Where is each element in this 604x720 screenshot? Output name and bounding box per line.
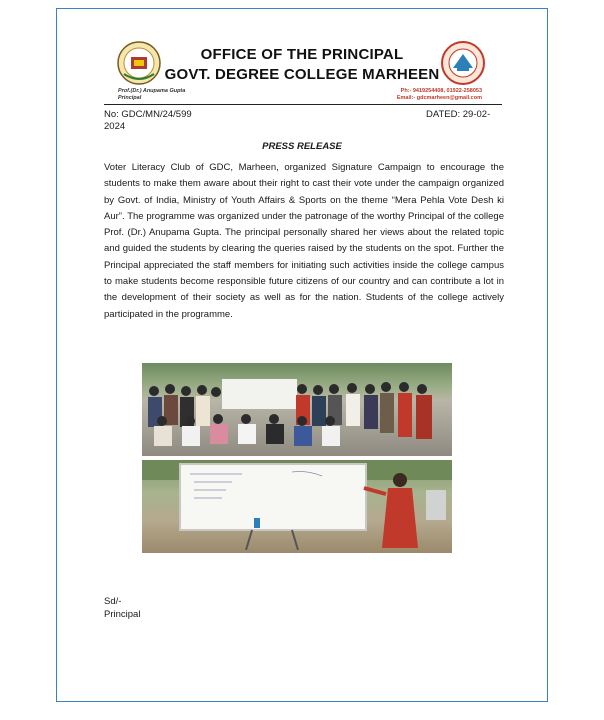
college-name: GOVT. DEGREE COLLEGE MARHEEN	[164, 66, 440, 83]
press-release-body: Voter Literacy Club of GDC, Marheen, organized Signature Campaign to encourage the students to make them aware about their right to cast their vote under the campaign organized by Govt. of India, Ministry of Youth Affairs & Sports on the theme “Mera Pehla Vote Desh ki Aur”. The programme was organized under the patronage of the worthy Principal of the college Prof. (Dr.) Anupama Gupta. The principal personally shared her views about the related topic and guided the students by clearing the queries raised by the students on the spot. Further the Principal appreciated the staff members for initiating such activities inside the college campus to make students become responsible future citizens of our country and can contribute a lot in the development of their society as well as for the nation. Students of the college actively participated in the programme.	[104, 162, 504, 320]
office-title: OFFICE OF THE PRINCIPAL	[200, 46, 404, 63]
date: DATED: 29-02-	[426, 109, 491, 120]
email-address: Email:- gdcmarheen@gmail.com	[396, 95, 482, 101]
contact-block	[397, 88, 482, 102]
group-photo	[142, 363, 452, 456]
college-emblem-left	[116, 40, 162, 86]
press-release-title: PRESS RELEASE	[262, 141, 342, 152]
whiteboard-photo	[142, 460, 452, 553]
signatory-title: Principal	[104, 609, 141, 620]
phone-number: Ph:- 9419254408, 01922-258053	[400, 88, 482, 94]
reference-number: No: GDC/MN/24/599 2024	[104, 109, 192, 132]
signature-mark: Sd/-	[104, 596, 122, 607]
principal-role: Principal	[118, 95, 142, 101]
university-emblem-right	[440, 40, 486, 86]
header-divider	[104, 104, 502, 105]
principal-signature-block	[118, 88, 185, 102]
principal-name: Prof.(Dr.) Anupama Gupta	[118, 88, 186, 94]
